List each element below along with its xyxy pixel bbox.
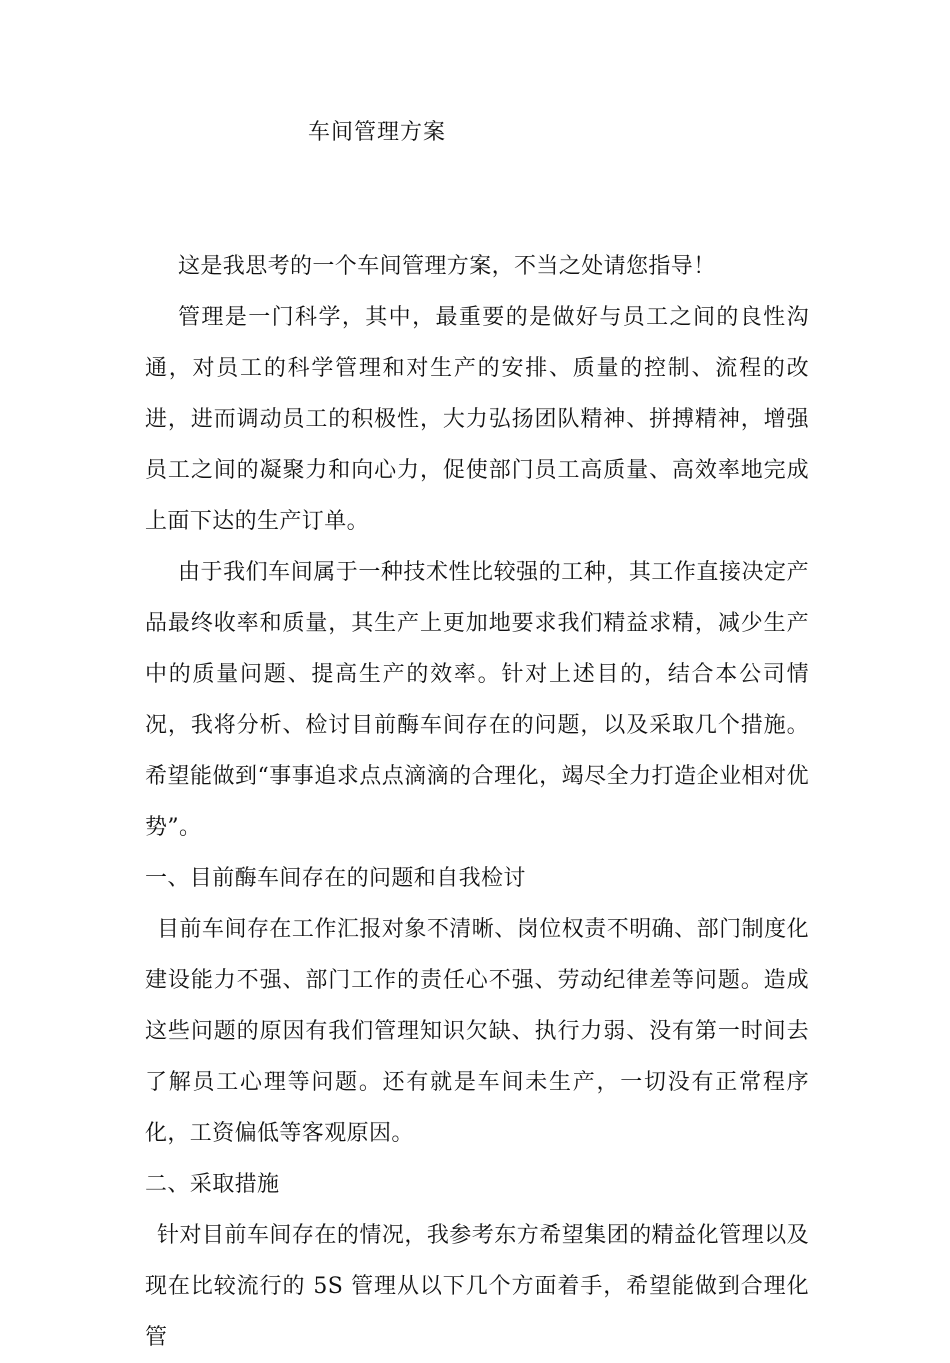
section-1-heading: 一、目前酶车间存在的问题和自我检讨 [145,866,526,891]
section-2-paragraph: 针对目前车间存在的情况，我参考东方希望集团的精益化管理以及现在比较流行的 5S 管理从以下几个方面着手，希望能做到合理化管 [145,1223,809,1350]
management-paragraph: 管理是一门科学，其中，最重要的是做好与员工之间的良性沟通，对员工的科学管理和对生产的安排、质量的控制、流程的改进，进而调动员工的积极性，大力弘扬团队精神、拼搏精神，增强员工之间的凝聚力和向心力，促使部门员工高质量、高效率地完成上面下达的生产订单。 [145,305,809,534]
section-2-heading: 二、采取措施 [145,1172,280,1197]
document-body [145,241,809,1363]
workshop-paragraph: 由于我们车间属于一种技术性比较强的工种，其工作直接决定产品最终收率和质量，其生产上更加地要求我们精益求精，减少生产中的质量问题、提高生产的效率。针对上述目的，结合本公司情况，我将分析、检讨目前酶车间存在的问题，以及采取几个措施。希望能做到“事事追求点点滴滴的合理化，竭尽全力打造企业相对优势”。 [145,560,809,840]
section-1-paragraph: 目前车间存在工作汇报对象不清晰、岗位权责不明确、部门制度化建设能力不强、部门工作的责任心不强、劳动纪律差等问题。造成这些问题的原因有我们管理知识欠缺、执行力弱、没有第一时间去了解员工心理等问题。还有就是车间未生产，一切没有正常程序化，工资偏低等客观原因。 [145,917,809,1146]
intro-paragraph: 这是我思考的一个车间管理方案，不当之处请您指导！ [178,254,716,279]
document-title: 车间管理方案 [308,120,447,145]
